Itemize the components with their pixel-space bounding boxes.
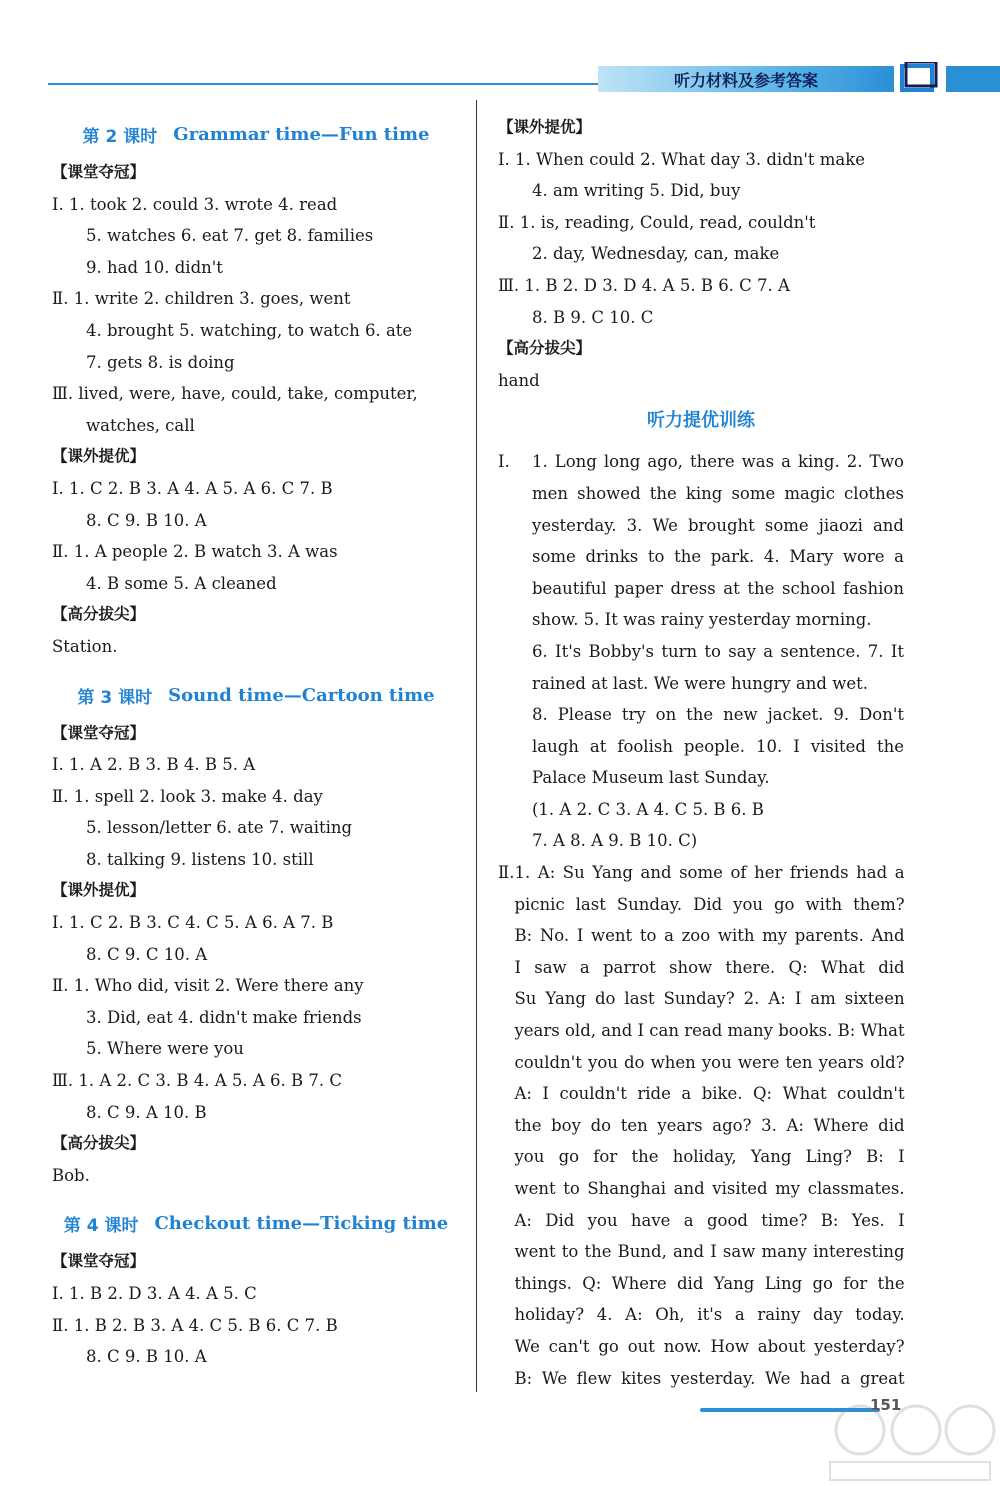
header-bar-right <box>946 66 1000 92</box>
header-title: 听力材料及参考答案 <box>673 71 818 90</box>
part-numeral: Ⅰ. <box>498 452 510 472</box>
answer-line: Ⅱ. 1. spell 2. look 3. make 4. day <box>52 786 323 806</box>
answer-line: 5. watches 6. eat 7. get 8. families <box>86 226 374 246</box>
answer-line: Ⅲ. 1. B 2. D 3. D 4. A 5. B 6. C 7. A <box>498 275 790 295</box>
left-column <box>52 112 460 1373</box>
answer-line: 8. C 9. B 10. A <box>86 1347 207 1367</box>
transcript-block <box>514 857 904 1394</box>
answer-line: Ⅱ. 1. is, reading, Could, read, couldn't <box>498 212 816 232</box>
transcript-block <box>532 446 904 857</box>
answer-line: Ⅰ. 1. took 2. could 3. wrote 4. read <box>52 194 338 214</box>
answer-line: 9. had 10. didn't <box>86 257 223 277</box>
lesson-title <box>52 1201 460 1246</box>
answer-line: Ⅱ. 1. write 2. children 3. goes, went <box>52 289 351 309</box>
transcript-line: A: I couldn't ride a bike. Q: What couldn't <box>514 1084 905 1104</box>
section-heading: 【课堂夺冠】 <box>52 1252 146 1271</box>
transcript-line: 6. It's Bobby's turn to say a sentence. 7. It <box>532 641 904 661</box>
page-header <box>0 62 1000 98</box>
section-heading: 【课外提优】 <box>52 447 146 466</box>
answer-line: 8. C 9. C 10. A <box>86 944 208 964</box>
answer-line: 7. gets 8. is doing <box>86 352 235 372</box>
transcript-line: went to the Bund, and I saw many interesting <box>514 1242 905 1262</box>
lesson-number: 第 3 课时 <box>77 687 153 708</box>
transcript-line: laugh at foolish people. 10. I visited the <box>532 736 904 756</box>
answer-line: Ⅰ. 1. When could 2. What day 3. didn't make <box>498 149 866 169</box>
transcript-line: show. 5. It was rainy yesterday morning. <box>532 610 872 630</box>
lesson-name: Checkout time—Ticking time <box>154 1213 449 1235</box>
answer-line: 8. C 9. B 10. A <box>86 510 207 530</box>
lesson-name: Grammar time—Fun time <box>173 124 430 145</box>
answer-line: Station. <box>52 636 118 656</box>
section-heading: 【课外提优】 <box>52 881 146 900</box>
answer-line: Ⅱ. 1. Who did, visit 2. Were there any <box>52 976 364 996</box>
answer-line: Ⅰ. 1. A 2. B 3. B 4. B 5. A <box>52 755 256 775</box>
transcript-line: I saw a parrot show there. Q: What did <box>514 957 905 977</box>
lesson-number: 第 2 课时 <box>82 127 158 147</box>
transcript-line: men showed the king some magic clothes <box>532 483 904 503</box>
lesson-title <box>52 673 460 718</box>
bracket-icon <box>900 62 940 94</box>
transcript-line: 1. A: Su Yang and some of her friends had a <box>514 863 905 883</box>
transcript-line: Su Yang do last Sunday? 2. A: I am sixteen <box>514 989 905 1009</box>
transcript-line: went to Shanghai and visited my classmates. <box>514 1179 905 1198</box>
answer-line: (1. A 2. C 3. A 4. C 5. B 6. B <box>532 799 764 819</box>
transcript-line: picnic last Sunday. Did you go with them? <box>514 894 905 914</box>
listening-section-title: 听力提优训练 <box>647 410 755 432</box>
part-numeral: Ⅱ. <box>498 863 515 883</box>
section-heading: 【高分拔尖】 <box>52 605 146 624</box>
answer-line: Ⅲ. 1. A 2. C 3. B 4. A 5. A 6. B 7. C <box>52 1071 343 1091</box>
answer-line: Ⅱ. 1. A people 2. B watch 3. A was <box>52 542 338 562</box>
transcript-line: holiday? 4. A: Oh, it's a rainy day today. <box>514 1305 905 1325</box>
answer-line: 4. B some 5. A cleaned <box>86 573 277 593</box>
transcript-line: yesterday. 3. We brought some jiaozi and <box>532 515 904 535</box>
transcript-line: the boy do ten years ago? 3. A: Where did <box>514 1115 905 1135</box>
right-column <box>498 112 904 1394</box>
transcript-line: couldn't you do when you were ten years old? <box>514 1052 905 1072</box>
transcript-line: years old, and I can read many books. B: What <box>514 1021 905 1041</box>
transcript-line: you go for the holiday, Yang Ling? B: I <box>514 1147 905 1167</box>
answer-line: 2. day, Wednesday, can, make <box>532 244 780 264</box>
answer-line: 3. Did, eat 4. didn't make friends <box>86 1007 362 1027</box>
answer-line: 8. B 9. C 10. C <box>532 307 654 327</box>
answer-line: 7. A 8. A 9. B 10. C) <box>532 831 698 851</box>
transcript-line: some drinks to the park. 4. Mary wore a <box>532 547 904 567</box>
transcript-line: We can't go out now. How about yesterday? <box>514 1336 905 1356</box>
answer-line: 8. talking 9. listens 10. still <box>86 849 314 869</box>
header-rule <box>48 83 603 85</box>
answer-line: Ⅲ. lived, were, have, could, take, computer, <box>52 384 418 404</box>
listening-part-1 <box>498 446 904 857</box>
transcript-line: 1. Long long ago, there was a king. 2. Two <box>532 452 904 472</box>
transcript-line: B: We flew kites yesterday. We had a great <box>514 1368 905 1388</box>
transcript-line: beautiful paper dress at the school fashion <box>532 578 904 598</box>
answer-line: Ⅰ. 1. B 2. D 3. A 4. A 5. C <box>52 1284 257 1303</box>
watermark-stamp <box>820 1400 1000 1486</box>
transcript-line: A: Did you have a good time? B: Yes. I <box>514 1210 905 1230</box>
transcript-line: 8. Please try on the new jacket. 9. Don't <box>532 705 904 725</box>
transcript-line: Palace Museum last Sunday. <box>532 768 770 788</box>
lesson-title <box>52 112 460 157</box>
answer-line: 4. brought 5. watching, to watch 6. ate <box>86 320 413 340</box>
answer-line: 4. am writing 5. Did, buy <box>532 181 741 201</box>
lesson-name: Sound time—Cartoon time <box>168 684 435 706</box>
answer-line: hand <box>498 370 540 390</box>
answer-line: watches, call <box>86 415 195 435</box>
answer-line: 5. lesson/letter 6. ate 7. waiting <box>86 818 353 838</box>
section-heading: 【课堂夺冠】 <box>52 723 146 742</box>
section-heading: 【课堂夺冠】 <box>52 163 146 181</box>
answer-line: Bob. <box>52 1165 90 1185</box>
answer-line: Ⅱ. 1. B 2. B 3. A 4. C 5. B 6. C 7. B <box>52 1315 338 1335</box>
transcript-line: things. Q: Where did Yang Ling go for the <box>514 1273 905 1293</box>
answer-line: 5. Where were you <box>86 1039 244 1059</box>
transcript-line: B: No. I went to a zoo with my parents. And <box>514 926 905 946</box>
answer-line: Ⅰ. 1. C 2. B 3. C 4. C 5. A 6. A 7. B <box>52 913 334 933</box>
section-heading: 【课外提优】 <box>498 118 592 136</box>
section-heading: 【高分拔尖】 <box>498 339 592 358</box>
listening-part-2 <box>498 857 904 1394</box>
answer-line: Ⅰ. 1. C 2. B 3. A 4. A 5. A 6. C 7. B <box>52 478 333 498</box>
transcript-line: rained at last. We were hungry and wet. <box>532 673 868 693</box>
page-number: 151 <box>870 1396 902 1414</box>
answer-line: 8. C 9. A 10. B <box>86 1102 207 1122</box>
column-divider <box>476 100 477 1392</box>
section-heading: 【高分拔尖】 <box>52 1134 146 1153</box>
lesson-number: 第 4 课时 <box>63 1216 139 1237</box>
